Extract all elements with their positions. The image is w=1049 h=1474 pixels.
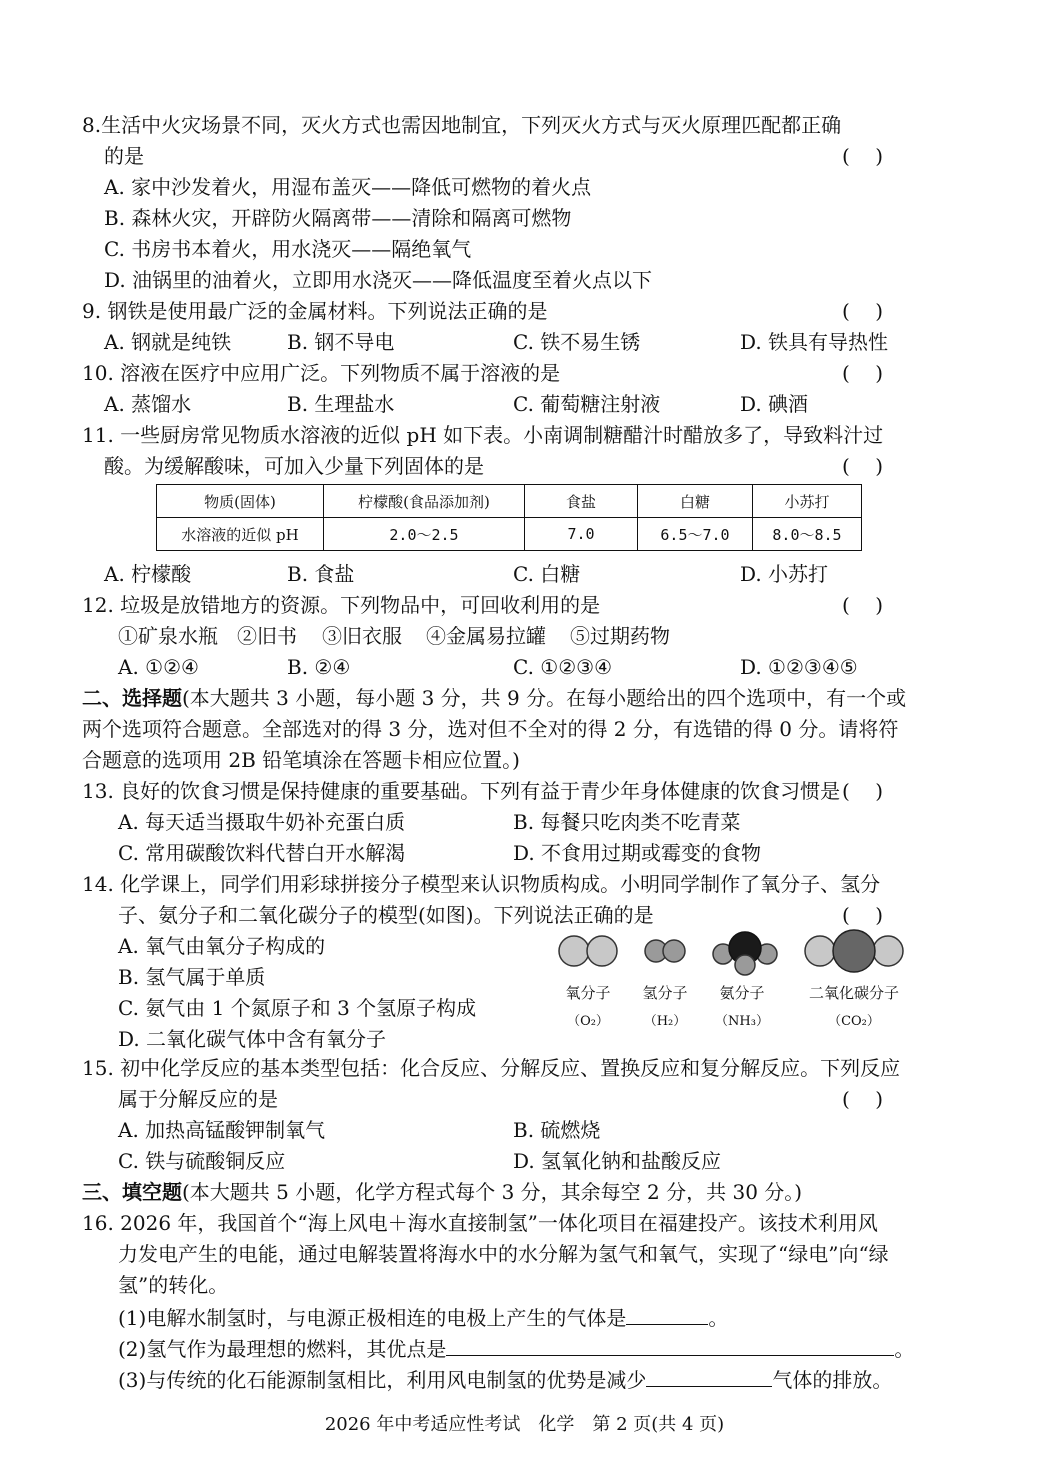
molecule-formula-label: （CO₂） bbox=[828, 1014, 880, 1029]
q12-answer-paren: ( ) bbox=[842, 593, 884, 617]
molecule-formula-label: （O₂） bbox=[567, 1014, 609, 1029]
q15-stem-line1: 15. 初中化学反应的基本类型包括：化合反应、分解反应、置换反应和复分解反应。下列反应 bbox=[82, 1056, 901, 1080]
q15-option-b: B. 硫燃烧 bbox=[513, 1118, 601, 1142]
q13-option-c: C. 常用碳酸饮料代替白开水解渴 bbox=[118, 841, 406, 865]
q15-option-c: C. 铁与硫酸铜反应 bbox=[118, 1149, 286, 1173]
ph-table-cell: 2.0～2.5 bbox=[324, 518, 525, 551]
q16-part1-end: 。 bbox=[708, 1306, 729, 1330]
q10-option-b: B. 生理盐水 bbox=[287, 392, 395, 416]
section2-title: 二、选择题 bbox=[82, 686, 182, 710]
q10-stem: 10. 溶液在医疗中应用广泛。下列物质不属于溶液的是 bbox=[82, 361, 561, 385]
q10-option-c: C. 葡萄糖注射液 bbox=[513, 392, 661, 416]
q8-option-c: C. 书房书本着火，用水浇灭——隔绝氧气 bbox=[104, 237, 472, 261]
ph-table-header-row bbox=[157, 485, 862, 518]
q16-part2-text: (2)氢气作为最理想的燃料，其优点是 bbox=[118, 1337, 447, 1361]
molecule-name-label: 氢分子 bbox=[642, 984, 688, 1002]
q8-option-d: D. 油锅里的油着火，立即用水浇灭——降低温度至着火点以下 bbox=[104, 268, 653, 292]
ph-table-header-cell: 柠檬酸(食品添加剂) bbox=[324, 485, 525, 518]
q10-option-d: D. 碘酒 bbox=[740, 392, 809, 416]
molecule-name-label: 氧分子 bbox=[565, 984, 611, 1002]
ph-table-header-cell: 小苏打 bbox=[753, 485, 862, 518]
q14-answer-paren: ( ) bbox=[842, 903, 884, 927]
q14-option-c: C. 氨气由 1 个氮原子和 3 个氢原子构成 bbox=[118, 996, 477, 1020]
q13-option-a: A. 每天适当摄取牛奶补充蛋白质 bbox=[118, 810, 406, 834]
q8-answer-paren: ( ) bbox=[842, 144, 884, 168]
carbon-dioxide-molecule-model bbox=[805, 930, 903, 972]
section2-line3: 合题意的选项用 2B 铅笔填涂在答题卡相应位置。) bbox=[82, 748, 520, 772]
section3-desc: (本大题共 5 小题，化学方程式每个 3 分，其余每空 2 分，共 30 分。) bbox=[182, 1180, 803, 1204]
q9-answer-paren: ( ) bbox=[842, 299, 884, 323]
ph-table-header-cell: 白糖 bbox=[638, 485, 753, 518]
q11-option-d: D. 小苏打 bbox=[740, 562, 829, 586]
q10-answer-paren: ( ) bbox=[842, 361, 884, 385]
q8-option-a: A. 家中沙发着火，用湿布盖灭——降低可燃物的着火点 bbox=[104, 175, 592, 199]
molecule-name-label: 二氧化碳分子 bbox=[808, 984, 899, 1002]
q8-stem-line2: 的是 bbox=[104, 144, 144, 168]
q8-stem-line1: 8.生活中火灾场景不同，灭火方式也需因地制宜，下列灭火方式与灭火原理匹配都正确 bbox=[82, 113, 842, 137]
q11-stem-line2: 酸。为缓解酸味，可加入少量下列固体的是 bbox=[104, 454, 484, 478]
ph-table-cell: 7.0 bbox=[525, 518, 638, 551]
q14-option-a: A. 氧气由氧分子构成的 bbox=[118, 934, 326, 958]
section2-line1 bbox=[82, 684, 906, 712]
molecule-models-figure bbox=[540, 926, 920, 978]
q9-option-d: D. 铁具有导热性 bbox=[740, 330, 889, 354]
q12-item: ②旧书 bbox=[237, 624, 297, 648]
molecule-formula-label: （H₂） bbox=[643, 1014, 687, 1029]
ph-table-cell: 8.0～8.5 bbox=[753, 518, 862, 551]
oxygen-molecule-model bbox=[559, 936, 617, 966]
q11-option-b: B. 食盐 bbox=[287, 562, 355, 586]
q13-option-b: B. 每餐只吃肉类不吃青菜 bbox=[513, 810, 741, 834]
q13-option-d: D. 不食用过期或霉变的食物 bbox=[513, 841, 762, 865]
q16-part3-text: (3)与传统的化石能源制氢相比，利用风电制氢的优势是减少 bbox=[118, 1368, 647, 1392]
q9-option-a: A. 钢就是纯铁 bbox=[104, 330, 232, 354]
ph-table-cell: 6.5～7.0 bbox=[638, 518, 753, 551]
q16-stem-line3: 氢”的转化。 bbox=[118, 1273, 229, 1297]
ph-table-header-cell: 食盐 bbox=[525, 485, 638, 518]
q11-option-c: C. 白糖 bbox=[513, 562, 581, 586]
q14-stem-line2: 子、氨分子和二氧化碳分子的模型(如图)。下列说法正确的是 bbox=[118, 903, 654, 927]
q16-stem-line1: 16. 2026 年，我国首个“海上风电＋海水直接制氢”一体化项目在福建投产。该技术利用风 bbox=[82, 1211, 878, 1235]
q16-part2-end: 。 bbox=[894, 1337, 915, 1361]
q15-option-a: A. 加热高锰酸钾制氧气 bbox=[118, 1118, 326, 1142]
q11-option-a: A. 柠檬酸 bbox=[104, 562, 192, 586]
q10-option-a: A. 蒸馏水 bbox=[104, 392, 192, 416]
page-footer: 2026 年中考适应性考试 化学 第 2 页(共 4 页) bbox=[324, 1414, 725, 1435]
section3-title: 三、填空题 bbox=[82, 1180, 182, 1204]
section3-line1 bbox=[82, 1178, 802, 1206]
q16-part3-end: 气体的排放。 bbox=[772, 1368, 893, 1392]
q15-option-d: D. 氢氧化钠和盐酸反应 bbox=[513, 1149, 722, 1173]
q9-option-b: B. 钢不导电 bbox=[287, 330, 395, 354]
q16-part1-blank[interactable] bbox=[626, 1302, 708, 1325]
q14-option-d: D. 二氧化碳气体中含有氧分子 bbox=[118, 1027, 387, 1051]
ph-table-cell: 水溶液的近似 pH bbox=[157, 518, 324, 551]
section2-line2: 两个选项符合题意。全部选对的得 3 分，选对但不全对的得 2 分，有选错的得 0 分。请将符 bbox=[82, 717, 899, 741]
q16-part3 bbox=[118, 1364, 892, 1394]
q15-stem-line2: 属于分解反应的是 bbox=[118, 1087, 278, 1111]
section2-desc: (本大题共 3 小题，每小题 3 分，共 9 分。在每小题给出的四个选项中，有一个或 bbox=[182, 686, 907, 710]
molecule-formula-label: （NH₃） bbox=[715, 1014, 769, 1029]
q16-part1 bbox=[118, 1302, 728, 1332]
q12-option-b: B. ②④ bbox=[287, 655, 351, 679]
q12-option-d: D. ①②③④⑤ bbox=[740, 655, 858, 679]
q14-option-b: B. 氢气属于单质 bbox=[118, 965, 266, 989]
q12-option-a: A. ①②④ bbox=[118, 655, 199, 679]
q16-part2 bbox=[118, 1333, 914, 1363]
q12-item: ③旧衣服 bbox=[322, 624, 402, 648]
q12-item: ①矿泉水瓶 bbox=[118, 624, 218, 648]
q16-part3-blank[interactable] bbox=[646, 1364, 772, 1387]
hydrogen-molecule-model bbox=[645, 940, 685, 962]
molecule-name-label: 氨分子 bbox=[719, 984, 765, 1002]
q16-part1-text: (1)电解水制氢时，与电源正极相连的电极上产生的气体是 bbox=[118, 1306, 627, 1330]
q13-stem: 13. 良好的饮食习惯是保持健康的重要基础。下列有益于青少年身体健康的饮食习惯是 bbox=[82, 779, 841, 803]
ammonia-molecule-model bbox=[713, 932, 777, 975]
ph-table-header-cell: 物质(固体) bbox=[157, 485, 324, 518]
ph-table bbox=[156, 484, 862, 551]
q11-stem-line1: 11. 一些厨房常见物质水溶液的近似 pH 如下表。小南调制糖醋汁时醋放多了，导致料汁过 bbox=[82, 423, 884, 447]
q9-stem: 9. 钢铁是使用最广泛的金属材料。下列说法正确的是 bbox=[82, 299, 548, 323]
q16-stem-line2: 力发电产生的电能，通过电解装置将海水中的水分解为氢气和氧气，实现了“绿电”向“绿 bbox=[118, 1242, 889, 1266]
ph-table-row bbox=[157, 518, 862, 551]
q12-option-c: C. ①②③④ bbox=[513, 655, 613, 679]
q12-item: ④金属易拉罐 bbox=[426, 624, 546, 648]
q8-option-b: B. 森林火灾，开辟防火隔离带——清除和隔离可燃物 bbox=[104, 206, 572, 230]
q11-answer-paren: ( ) bbox=[842, 454, 884, 478]
q14-stem-line1: 14. 化学课上，同学们用彩球拼接分子模型来认识物质构成。小明同学制作了氧分子、氢分 bbox=[82, 872, 881, 896]
q16-part2-blank[interactable] bbox=[446, 1333, 894, 1356]
q13-answer-paren: ( ) bbox=[842, 779, 884, 803]
q12-stem: 12. 垃圾是放错地方的资源。下列物品中，可回收利用的是 bbox=[82, 593, 601, 617]
q12-item: ⑤过期药物 bbox=[570, 624, 670, 648]
q9-option-c: C. 铁不易生锈 bbox=[513, 330, 641, 354]
q15-answer-paren: ( ) bbox=[842, 1087, 884, 1111]
